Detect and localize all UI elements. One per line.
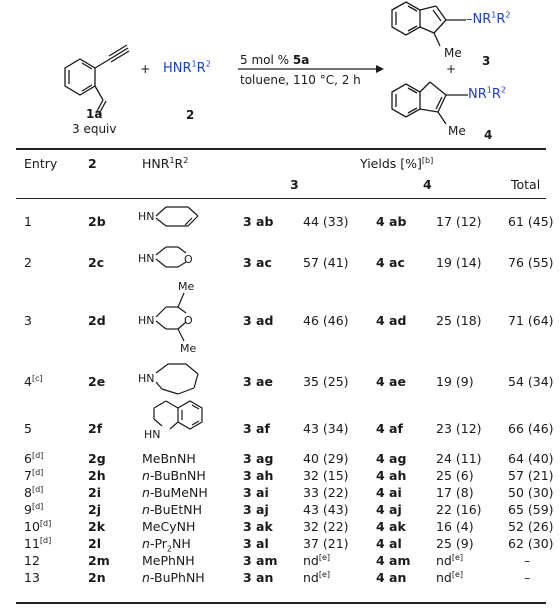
amine-sup1: 1	[191, 59, 197, 69]
entry-cell	[24, 314, 32, 328]
header-total: Total	[511, 177, 541, 192]
product-4-id-cell: 4 ae	[376, 374, 406, 389]
yield-footnote: [e]	[451, 552, 464, 562]
entry-cell	[24, 537, 51, 551]
amine-id-cell: 2j	[88, 502, 101, 517]
catalyst-label: 5a	[292, 53, 310, 67]
row3-o-label: O	[184, 314, 193, 327]
amine-name-cell: MeCyNH	[142, 519, 196, 534]
yield-footnote: [e]	[318, 569, 331, 579]
product-3-me: Me	[444, 46, 462, 60]
yield-4-cell: 19 (9)	[436, 374, 474, 389]
product-3-id-cell: 3 ae	[243, 374, 273, 389]
entry-number: 11	[24, 536, 40, 551]
yield-3-cell: 40 (29)	[303, 451, 349, 466]
product-4-id-cell: 4 ac	[376, 255, 405, 270]
total-yield-cell: 71 (64)	[508, 313, 554, 328]
yield-4-cell: nd[e]	[436, 552, 464, 568]
dimethylmorpholine-structure	[156, 293, 186, 341]
product-3-id-cell: 3 af	[243, 421, 270, 436]
entry-number: 8	[24, 485, 32, 500]
product-3-sup1: 1	[491, 10, 497, 20]
entry-cell	[24, 571, 40, 585]
amine-label: 2	[186, 108, 195, 122]
header-hnr-sup2: 2	[183, 155, 189, 165]
amine-id-cell: 2i	[88, 485, 101, 500]
product-4-id-cell: 4 ak	[376, 519, 406, 534]
entry-footnote: [d]	[39, 518, 52, 528]
total-yield-cell: 57 (21)	[508, 468, 554, 483]
amine-name-cell: n-BuEtNH	[142, 502, 203, 517]
tetrahydroisoquinoline-structure	[154, 401, 202, 429]
header-amine: 2	[88, 156, 97, 171]
product-4-id-cell: 4 ah	[376, 468, 407, 483]
amine-id-cell: 2l	[88, 536, 101, 551]
yield-3-cell: 35 (25)	[303, 374, 349, 389]
product-3-sup2: 2	[505, 10, 511, 20]
product-4-r: R	[491, 87, 501, 102]
product-4-id-cell: 4 am	[376, 553, 411, 568]
yield-4-cell: 25 (18)	[436, 313, 482, 328]
amine-id-cell: 2b	[88, 214, 106, 229]
yield-4-cell: 23 (12)	[436, 421, 482, 436]
product-4-sup2: 2	[500, 85, 506, 95]
product-4-me: Me	[448, 124, 466, 138]
entry-cell	[24, 215, 32, 229]
product-3-id-cell: 3 ad	[243, 313, 274, 328]
total-yield-cell: 62 (30)	[508, 536, 554, 551]
row3-hn-label: HN	[138, 314, 155, 327]
amine-sup2: 2	[205, 59, 211, 69]
yield-3-cell: 44 (33)	[303, 214, 349, 229]
amine-id-cell: 2k	[88, 519, 106, 534]
entry-cell	[24, 503, 43, 517]
entry-cell	[24, 520, 51, 534]
yield-3-cell: 33 (22)	[303, 485, 349, 500]
product-3-id-cell: 3 ag	[243, 451, 274, 466]
product-3-id-cell: 3 an	[243, 570, 274, 585]
product-4-id-cell: 4 al	[376, 536, 402, 551]
yield-4-cell: 25 (6)	[436, 468, 474, 483]
amine-mid: R	[196, 61, 206, 76]
azepane-structure	[156, 364, 198, 394]
entry-cell	[24, 422, 32, 436]
entry-cell	[24, 486, 43, 500]
product-4-id-cell: 4 an	[376, 570, 407, 585]
product-3-id-cell: 3 ab	[243, 214, 274, 229]
yield-3-cell: 32 (22)	[303, 519, 349, 534]
header-entry: Entry	[24, 156, 58, 171]
header-hnr	[142, 157, 188, 171]
amine-id-cell: 2f	[88, 421, 103, 436]
entry-number: 13	[24, 570, 40, 585]
yield-4-cell: 17 (12)	[436, 214, 482, 229]
amine-id-cell: 2m	[88, 553, 110, 568]
header-yields	[360, 157, 433, 171]
product-4-id-cell: 4 ai	[376, 485, 402, 500]
amine-id-cell: 2h	[88, 468, 106, 483]
product-3-nr: –NR	[466, 12, 492, 27]
row4-hn-label: HN	[138, 372, 155, 385]
total-yield-cell: 76 (55)	[508, 255, 554, 270]
entry-number: 6	[24, 451, 32, 466]
product-4-id-cell: 4 aj	[376, 502, 402, 517]
tetrahydropyridine-structure	[156, 207, 198, 226]
amine-id-cell: 2c	[88, 255, 105, 270]
product-4-id-cell: 4 ab	[376, 214, 407, 229]
amine-id-cell: 2n	[88, 570, 106, 585]
plus-sign: +	[140, 61, 151, 76]
entry-number: 2	[24, 255, 32, 270]
product-3-id-cell: 3 ah	[243, 468, 274, 483]
entry-cell	[24, 375, 43, 389]
row3-me-bot-label: Me	[180, 342, 197, 355]
product-3-id-cell: 3 ac	[243, 255, 272, 270]
product-3-id-cell: 3 ak	[243, 519, 273, 534]
product-3-id-cell: 3 aj	[243, 502, 269, 517]
amine-name-cell: n-BuMeNH	[142, 485, 208, 500]
entry-number: 10	[24, 519, 40, 534]
amine-id-cell: 2d	[88, 313, 106, 328]
total-yield-cell: 61 (45)	[508, 214, 554, 229]
entry-footnote: [d]	[39, 535, 52, 545]
yield-3-cell: 57 (41)	[303, 255, 349, 270]
reactant-1a-equiv: 3 equiv	[72, 122, 117, 136]
total-yield-cell: 54 (34)	[508, 374, 554, 389]
product-4-label: 4	[484, 128, 493, 142]
product-plus: +	[446, 62, 457, 76]
yield-4-cell: nd[e]	[436, 569, 464, 585]
header-hnr-sup1: 1	[169, 155, 175, 165]
table-top-rule	[16, 148, 546, 150]
header-yields-text: Yields [%]	[360, 156, 422, 171]
yield-4-cell: 19 (14)	[436, 255, 482, 270]
entry-footnote: [d]	[31, 467, 44, 477]
yield-3-cell: 37 (21)	[303, 536, 349, 551]
yield-4-cell: 24 (11)	[436, 451, 482, 466]
table-bottom-rule	[16, 602, 546, 604]
total-yield-cell: 66 (46)	[508, 421, 554, 436]
total-yield-cell: 50 (30)	[508, 485, 554, 500]
entry-cell	[24, 452, 43, 466]
total-yield-cell: –	[524, 570, 531, 585]
row3-me-top-label: Me	[178, 280, 195, 293]
amine-prefix: HNR	[163, 61, 192, 76]
product-4-id-cell: 4 ad	[376, 313, 407, 328]
entry-number: 1	[24, 214, 32, 229]
entry-cell	[24, 554, 40, 568]
amine-name-cell: MeBnNH	[142, 451, 196, 466]
yield-3-cell: 46 (46)	[303, 313, 349, 328]
product-3-id-cell: 3 ai	[243, 485, 269, 500]
header-yields-note: [b]	[421, 155, 434, 165]
amine-name-cell: n-BuPhNH	[142, 570, 205, 585]
row2-o-label: O	[184, 253, 193, 266]
product-4-id-cell: 4 ag	[376, 451, 407, 466]
entry-number: 4	[24, 374, 32, 389]
product-3-id-cell: 3 al	[243, 536, 269, 551]
product-4-nr: NR	[468, 87, 487, 102]
row5-hn-label: HN	[144, 428, 161, 441]
entry-cell	[24, 256, 32, 270]
amine-structures	[130, 198, 330, 438]
yield-footnote: [e]	[318, 552, 331, 562]
conditions-line2: toluene, 110 °C, 2 h	[240, 73, 361, 87]
amine-id-cell: 2g	[88, 451, 106, 466]
product-4-id-cell: 4 af	[376, 421, 403, 436]
total-yield-cell: 64 (40)	[508, 451, 554, 466]
entry-number: 3	[24, 313, 32, 328]
yield-4-cell: 16 (4)	[436, 519, 474, 534]
amine-name-cell: $n-Pr_2NH$	[142, 536, 191, 554]
header-hnr-mid: R	[174, 156, 184, 171]
yield-3-cell: nd[e]	[303, 552, 331, 568]
entry-number: 12	[24, 553, 40, 568]
entry-footnote: [d]	[31, 484, 44, 494]
amine-id-cell: 2e	[88, 374, 106, 389]
yield-3-cell: 32 (15)	[303, 468, 349, 483]
total-yield-cell: 52 (26)	[508, 519, 554, 534]
yield-3-cell: 43 (43)	[303, 502, 349, 517]
yield-3-cell: 43 (34)	[303, 421, 349, 436]
product-3-r: R	[496, 12, 506, 27]
product-4-sup1: 1	[486, 85, 492, 95]
row1-hn-label: HN	[138, 210, 155, 223]
entry-number: 9	[24, 502, 32, 517]
header-col3: 3	[290, 177, 299, 192]
total-yield-cell: –	[524, 553, 531, 568]
entry-footnote: [c]	[31, 373, 43, 383]
row2-hn-label: HN	[138, 252, 155, 265]
conditions-prefix: 5 mol %	[240, 53, 293, 67]
amine-name-cell: n-BuBnNH	[142, 468, 206, 483]
product-3-id-cell: 3 am	[243, 553, 278, 568]
yield-footnote: [e]	[451, 569, 464, 579]
yield-3-cell: nd[e]	[303, 569, 331, 585]
entry-footnote: [d]	[31, 450, 44, 460]
yield-4-cell: 22 (16)	[436, 502, 482, 517]
yield-4-cell: 17 (8)	[436, 485, 474, 500]
header-hnr-prefix: HNR	[142, 156, 170, 171]
entry-number: 7	[24, 468, 32, 483]
entry-footnote: [d]	[31, 501, 44, 511]
yield-4-cell: 25 (9)	[436, 536, 474, 551]
amine-name-cell: MePhNH	[142, 553, 195, 568]
header-col4: 4	[423, 177, 432, 192]
product-3-label: 3	[482, 54, 491, 68]
reactant-1a-label: 1a	[86, 107, 103, 121]
morpholine-structure	[156, 247, 186, 267]
entry-number: 5	[24, 421, 32, 436]
total-yield-cell: 65 (59)	[508, 502, 554, 517]
entry-cell	[24, 469, 43, 483]
